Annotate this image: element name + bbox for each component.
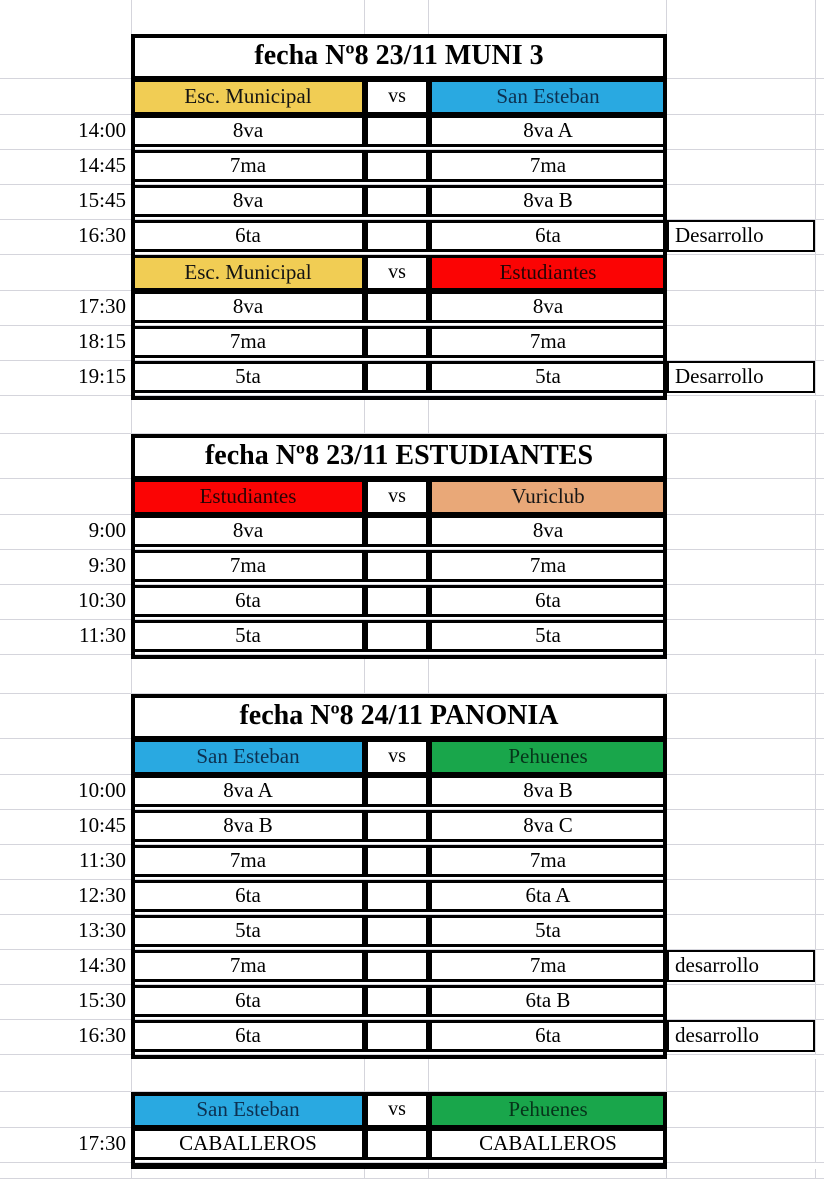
note-column (667, 34, 815, 79)
home-category-cell: 8va B (131, 810, 365, 842)
note-column (667, 1092, 815, 1128)
note-column (667, 361, 815, 396)
time-cell: 18:15 (78, 329, 126, 353)
home-category-cell: 6ta (131, 585, 365, 617)
away-team-header: San Esteban (429, 79, 667, 115)
home-category-cell: 8va (131, 185, 365, 217)
sheet-margin (815, 1020, 824, 1055)
time-gutter (0, 479, 131, 515)
note-column (667, 694, 815, 739)
time-cell: 17:30 (78, 294, 126, 318)
vs-spacer-cell (365, 291, 429, 323)
vs-spacer-cell (365, 185, 429, 217)
sheet-margin (815, 255, 824, 291)
vs-spacer-cell (365, 326, 429, 358)
home-category-cell: 7ma (131, 950, 365, 982)
time-cell: 9:00 (88, 518, 126, 542)
away-category-cell: 6ta A (429, 880, 667, 912)
blank-sheet-row (0, 659, 824, 694)
fixture-row (0, 1020, 824, 1055)
note-column (667, 515, 815, 550)
time-gutter (0, 739, 131, 775)
home-category-cell: 6ta (131, 220, 365, 252)
home-team-header: San Esteban (131, 739, 365, 775)
vs-spacer-cell (365, 620, 429, 652)
time-cell: 16:30 (78, 1023, 126, 1047)
sheet-margin (815, 739, 824, 775)
sheet-margin (815, 694, 824, 739)
home-category-cell: 7ma (131, 550, 365, 582)
fixture-row (0, 326, 824, 361)
vs-spacer-cell (365, 115, 429, 147)
blank-sheet-row (0, 0, 824, 34)
home-category-cell: 7ma (131, 845, 365, 877)
note-column (667, 150, 815, 185)
vs-label: vs (365, 79, 429, 115)
fixture-row (0, 775, 824, 810)
home-category-cell: 6ta (131, 880, 365, 912)
home-team-header: Esc. Municipal (131, 255, 365, 291)
home-category-cell: 6ta (131, 985, 365, 1017)
vs-spacer-cell (365, 150, 429, 182)
note-column (667, 880, 815, 915)
matchup-header-row (0, 739, 824, 775)
home-category-cell: 7ma (131, 150, 365, 182)
note-column (667, 775, 815, 810)
time-cell: 10:45 (78, 813, 126, 837)
vs-spacer-cell (365, 515, 429, 547)
vs-spacer-cell (365, 950, 429, 982)
away-team-header: Pehuenes (429, 1092, 667, 1128)
sheet-margin (815, 1092, 824, 1128)
time-cell: 15:45 (78, 188, 126, 212)
home-category-cell: 8va (131, 115, 365, 147)
sheet-margin (815, 810, 824, 845)
note-column (667, 79, 815, 115)
table-title: fecha Nº8 23/11 MUNI 3 (131, 34, 667, 79)
note-column (667, 739, 815, 775)
note-column (667, 1020, 815, 1055)
note-column (667, 985, 815, 1020)
sheet-margin (815, 775, 824, 810)
note-column (667, 291, 815, 326)
away-category-cell: 7ma (429, 550, 667, 582)
vs-spacer-cell (365, 585, 429, 617)
note-cell: desarrollo (667, 950, 815, 982)
home-team-header: Esc. Municipal (131, 79, 365, 115)
away-category-cell: 8va B (429, 185, 667, 217)
blank-sheet-row (0, 1059, 824, 1092)
sheet-margin (815, 880, 824, 915)
matchup-header-row (0, 255, 824, 291)
table-title-row (0, 434, 824, 479)
fixture-table-panonia (0, 694, 824, 1059)
time-cell: 10:00 (78, 778, 126, 802)
time-cell: 14:45 (78, 153, 126, 177)
sheet-margin (815, 845, 824, 880)
sheet-margin (815, 34, 824, 79)
fixture-row (0, 515, 824, 550)
time-cell: 15:30 (78, 988, 126, 1012)
matchup-header-row (0, 79, 824, 115)
vs-spacer-cell (365, 985, 429, 1017)
sheet-margin (815, 150, 824, 185)
fixture-row (0, 1128, 824, 1163)
table-title: fecha Nº8 24/11 PANONIA (131, 694, 667, 739)
fixture-row (0, 115, 824, 150)
home-category-cell: CABALLEROS (131, 1128, 365, 1160)
note-column (667, 185, 815, 220)
note-column (667, 326, 815, 361)
fixture-row (0, 915, 824, 950)
sheet-margin (815, 1128, 824, 1163)
vs-spacer-cell (365, 915, 429, 947)
time-cell: 16:30 (78, 223, 126, 247)
time-cell: 11:30 (78, 623, 126, 647)
time-gutter (0, 694, 131, 739)
away-category-cell: 5ta (429, 620, 667, 652)
note-column (667, 115, 815, 150)
time-cell: 14:00 (78, 118, 126, 142)
fixture-table-caballeros (0, 1092, 824, 1169)
sheet-margin (815, 479, 824, 515)
home-team-header: San Esteban (131, 1092, 365, 1128)
table-title-row (0, 34, 824, 79)
note-cell: Desarrollo (667, 361, 815, 393)
vs-spacer-cell (365, 550, 429, 582)
fixture-row (0, 880, 824, 915)
vs-label: vs (365, 739, 429, 775)
vs-spacer-cell (365, 880, 429, 912)
away-category-cell: 6ta (429, 220, 667, 252)
away-category-cell: 8va A (429, 115, 667, 147)
home-category-cell: 6ta (131, 1020, 365, 1052)
note-cell: desarrollo (667, 1020, 815, 1052)
sheet-margin (815, 291, 824, 326)
fixture-row (0, 845, 824, 880)
vs-spacer-cell (365, 845, 429, 877)
fixture-row (0, 810, 824, 845)
sheet-margin (815, 950, 824, 985)
home-category-cell: 5ta (131, 915, 365, 947)
home-category-cell: 8va (131, 515, 365, 547)
note-cell: Desarrollo (667, 220, 815, 252)
fixture-table-estudiantes (0, 434, 824, 659)
matchup-header-row (0, 479, 824, 515)
fixture-row (0, 185, 824, 220)
note-column (667, 810, 815, 845)
time-cell: 13:30 (78, 918, 126, 942)
away-category-cell: 5ta (429, 361, 667, 393)
sheet-margin (815, 185, 824, 220)
fixture-row (0, 985, 824, 1020)
home-category-cell: 8va (131, 291, 365, 323)
time-gutter (0, 255, 131, 291)
time-gutter (0, 1092, 131, 1128)
sheet-margin (815, 79, 824, 115)
sheet-margin (815, 550, 824, 585)
sheet-margin (815, 915, 824, 950)
away-category-cell: 7ma (429, 326, 667, 358)
note-column (667, 950, 815, 985)
home-category-cell: 5ta (131, 620, 365, 652)
vs-spacer-cell (365, 775, 429, 807)
vs-label: vs (365, 255, 429, 291)
away-team-header: Pehuenes (429, 739, 667, 775)
note-column (667, 255, 815, 291)
note-column (667, 550, 815, 585)
note-column (667, 1128, 815, 1163)
vs-label: vs (365, 1092, 429, 1128)
sheet-margin (815, 620, 824, 655)
vs-spacer-cell (365, 220, 429, 252)
fixture-row (0, 150, 824, 185)
fixture-row (0, 620, 824, 655)
time-gutter (0, 34, 131, 79)
vs-spacer-cell (365, 1128, 429, 1160)
time-gutter (0, 79, 131, 115)
fixture-row (0, 950, 824, 985)
time-cell: 19:15 (78, 364, 126, 388)
home-team-header: Estudiantes (131, 479, 365, 515)
note-column (667, 434, 815, 479)
fixture-row (0, 550, 824, 585)
home-category-cell: 5ta (131, 361, 365, 393)
note-column (667, 845, 815, 880)
note-column (667, 479, 815, 515)
home-category-cell: 7ma (131, 326, 365, 358)
away-category-cell: 7ma (429, 950, 667, 982)
away-category-cell: 7ma (429, 150, 667, 182)
away-category-cell: 6ta (429, 1020, 667, 1052)
away-category-cell: 6ta (429, 585, 667, 617)
sheet-margin (815, 361, 824, 396)
sheet-margin (815, 326, 824, 361)
note-column (667, 220, 815, 255)
matchup-header-row (0, 1092, 824, 1128)
time-cell: 14:30 (78, 953, 126, 977)
sheet-margin (815, 115, 824, 150)
away-team-header: Estudiantes (429, 255, 667, 291)
time-cell: 12:30 (78, 883, 126, 907)
note-column (667, 915, 815, 950)
away-team-header: Vuriclub (429, 479, 667, 515)
time-cell: 10:30 (78, 588, 126, 612)
blank-sheet-row (0, 400, 824, 434)
sheet-margin (815, 434, 824, 479)
vs-spacer-cell (365, 810, 429, 842)
away-category-cell: 8va (429, 515, 667, 547)
home-category-cell: 8va A (131, 775, 365, 807)
away-category-cell: 7ma (429, 845, 667, 877)
sheet-margin (815, 220, 824, 255)
fixture-row (0, 220, 824, 255)
vs-label: vs (365, 479, 429, 515)
blank-sheet-row (0, 1169, 824, 1179)
away-category-cell: 8va B (429, 775, 667, 807)
table-title: fecha Nº8 23/11 ESTUDIANTES (131, 434, 667, 479)
time-cell: 11:30 (78, 848, 126, 872)
away-category-cell: CABALLEROS (429, 1128, 667, 1160)
note-column (667, 620, 815, 655)
fixture-row (0, 585, 824, 620)
away-category-cell: 8va C (429, 810, 667, 842)
vs-spacer-cell (365, 361, 429, 393)
blank-sheet-row (0, 1179, 824, 1200)
away-category-cell: 6ta B (429, 985, 667, 1017)
note-column (667, 585, 815, 620)
time-cell: 17:30 (78, 1131, 126, 1155)
sheet-margin (815, 585, 824, 620)
away-category-cell: 8va (429, 291, 667, 323)
time-cell: 9:30 (88, 553, 126, 577)
sheet-margin (815, 515, 824, 550)
fixture-row (0, 361, 824, 396)
table-title-row (0, 694, 824, 739)
fixture-row (0, 291, 824, 326)
sheet-margin (815, 985, 824, 1020)
away-category-cell: 5ta (429, 915, 667, 947)
time-gutter (0, 434, 131, 479)
fixture-table-muni3 (0, 34, 824, 400)
vs-spacer-cell (365, 1020, 429, 1052)
